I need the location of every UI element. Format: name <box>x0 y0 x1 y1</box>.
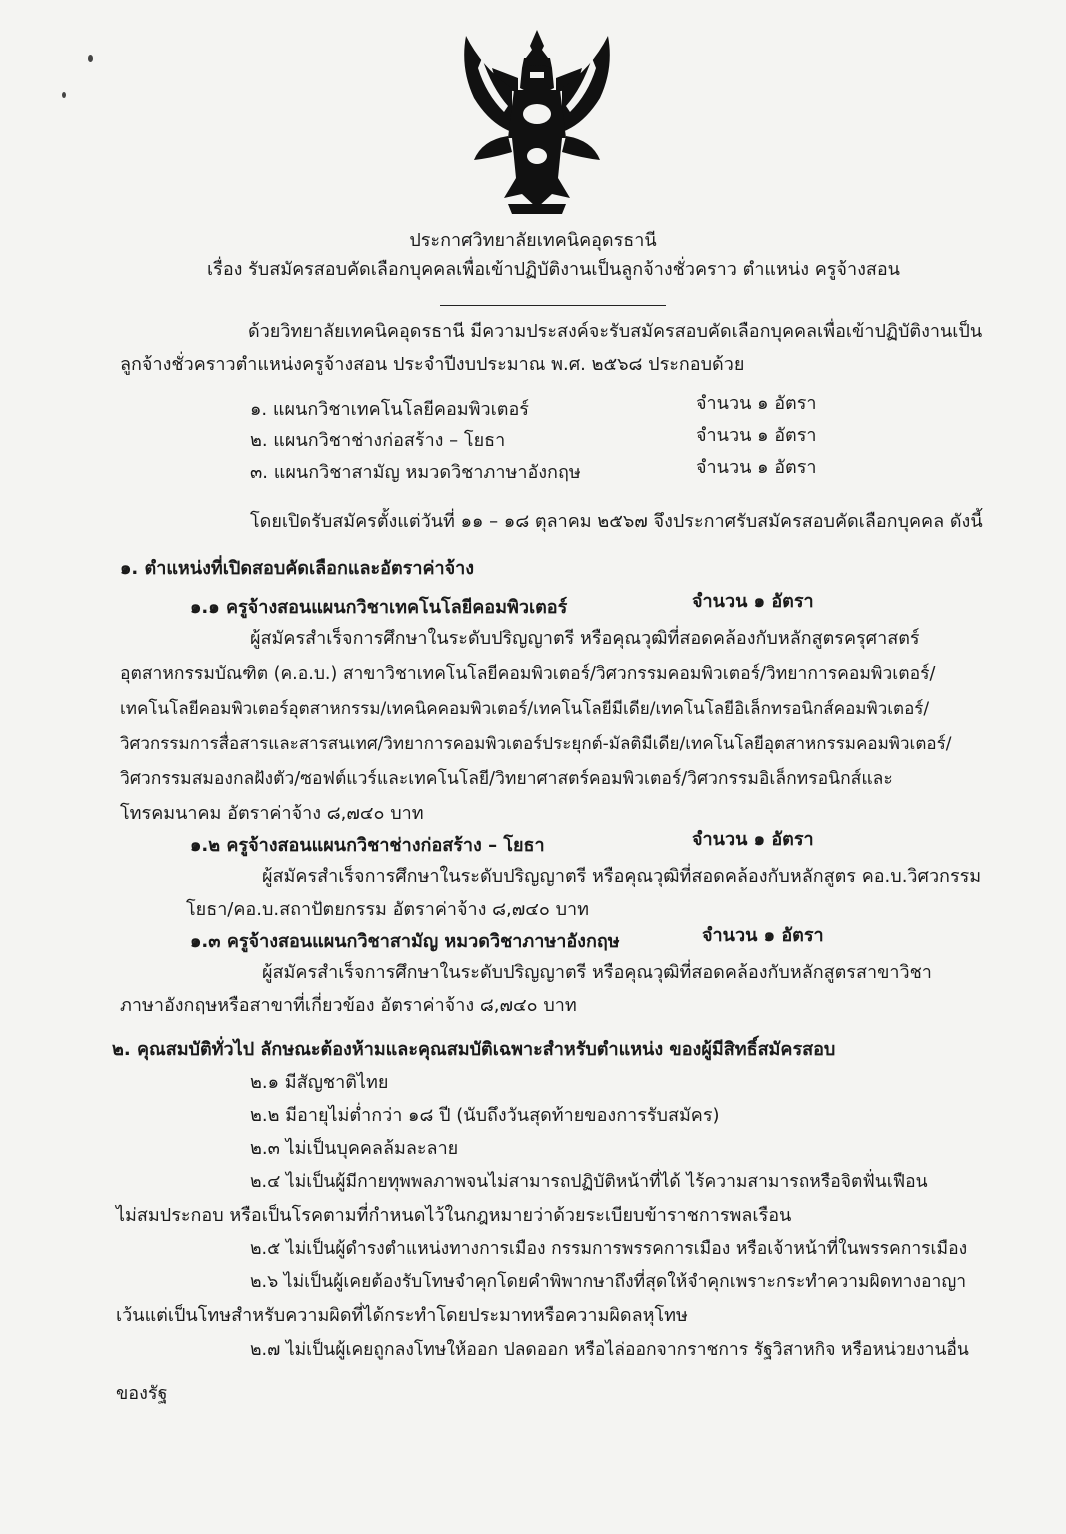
document-title: ประกาศวิทยาลัยเทคนิคอุดรธานี <box>409 230 657 251</box>
position-title: ๑.๑ ครูจ้างสอนแผนกวิชาเทคโนโลยีคอมพิวเตอร์ <box>190 597 568 618</box>
qualification-item: ไม่สมประกอบ หรือเป็นโรคตามที่กำหนดไว้ในกฎหมายว่าด้วยระเบียบข้าราชการพลเรือน <box>116 1205 792 1226</box>
vacancy-count: จำนวน ๑ อัตรา <box>696 425 817 446</box>
qualification-item: ๒.๕ ไม่เป็นผู้ดำรงตำแหน่งทางการเมือง กรรมการพรรคการเมือง หรือเจ้าหน้าที่ในพรรคการเมือง <box>250 1239 968 1259</box>
intro-paragraph: ลูกจ้างชั่วคราวตำแหน่งครูจ้างสอน ประจำปีงบประมาณ พ.ศ. ๒๕๖๘ ประกอบด้วย <box>120 354 745 375</box>
qualification-item: ๒.๖ ไม่เป็นผู้เคยต้องรับโทษจำคุกโดยคำพิพากษาถึงที่สุดให้จำคุกเพราะกระทำความผิดทางอาญา <box>250 1272 967 1292</box>
section-heading: ๑. ตำแหน่งที่เปิดสอบคัดเลือกและอัตราค่าจ้าง <box>120 558 475 579</box>
qualification-line: โยธา/คอ.บ.สถาปัตยกรรม อัตราค่าจ้าง ๘,๗๔๐ บาท <box>186 899 590 920</box>
vacancy-count: จำนวน ๑ อัตรา <box>696 393 817 414</box>
garuda-emblem-icon <box>452 28 622 216</box>
position-count: จำนวน ๑ อัตรา <box>692 829 814 850</box>
vacancy-item: ๒. แผนกวิชาช่างก่อสร้าง – โยธา <box>250 430 506 451</box>
qualification-line: อุตสาหกรรมบัณฑิต (ค.อ.บ.) สาขาวิชาเทคโนโลยีคอมพิวเตอร์/วิศวกรรมคอมพิวเตอร์/วิทยาการคอมพิวเตอร์/ <box>120 664 936 684</box>
scan-speck <box>88 55 93 62</box>
qualification-item: ๒.๗ ไม่เป็นผู้เคยถูกลงโทษให้ออก ปลดออก หรือไล่ออกจากราชการ รัฐวิสาหกิจ หรือหน่วยงานอื่น <box>250 1340 969 1360</box>
qualification-item: ๒.๓ ไม่เป็นบุคคลล้มละลาย <box>250 1138 459 1159</box>
vacancy-count: จำนวน ๑ อัตรา <box>696 457 817 478</box>
title-divider <box>440 305 666 306</box>
qualification-item: ของรัฐ <box>116 1383 168 1404</box>
qualification-item: ๒.๑ มีสัญชาติไทย <box>250 1072 389 1093</box>
position-count: จำนวน ๑ อัตรา <box>702 925 824 946</box>
document-subject: เรื่อง รับสมัครสอบคัดเลือกบุคคลเพื่อเข้าปฏิบัติงานเป็นลูกจ้างชั่วคราว ตำแหน่ง ครูจ้างสอน <box>207 259 900 280</box>
qualification-line: เทคโนโลยีคอมพิวเตอร์อุตสาหกรรม/เทคนิคคอมพิวเตอร์/เทคโนโลยีมีเดีย/เทคโนโลยีอิเล็กทรอนิกส์คอมพิวเตอร์/ <box>120 699 930 719</box>
vacancy-item: ๑. แผนกวิชาเทคโนโลยีคอมพิวเตอร์ <box>250 399 529 420</box>
section-heading: ๒. คุณสมบัติทั่วไป ลักษณะต้องห้ามและคุณสมบัติเฉพาะสำหรับตำแหน่ง ของผู้มีสิทธิ์สมัครสอบ <box>112 1039 836 1060</box>
position-title: ๑.๒ ครูจ้างสอนแผนกวิชาช่างก่อสร้าง – โยธา <box>190 835 545 856</box>
intro-paragraph: ด้วยวิทยาลัยเทคนิคอุดรธานี มีความประสงค์จะรับสมัครสอบคัดเลือกบุคคลเพื่อเข้าปฏิบัติงานเป็น <box>248 321 983 342</box>
qualification-line: วิศวกรรมสมองกลฝังตัว/ซอฟต์แวร์และเทคโนโลยี/วิทยาศาสตร์คอมพิวเตอร์/วิศวกรรมอิเล็กทรอนิกส์และ <box>120 769 893 789</box>
qualification-line: ภาษาอังกฤษหรือสาขาที่เกี่ยวข้อง อัตราค่าจ้าง ๘,๗๔๐ บาท <box>120 995 577 1016</box>
vacancy-item: ๓. แผนกวิชาสามัญ หมวดวิชาภาษาอังกฤษ <box>250 462 581 483</box>
qualification-item: ๒.๒ มีอายุไม่ต่ำกว่า ๑๘ ปี (นับถึงวันสุดท้ายของการรับสมัคร) <box>250 1105 720 1126</box>
qualification-line: ผู้สมัครสำเร็จการศึกษาในระดับปริญญาตรี หรือคุณวุฒิที่สอดคล้องกับหลักสูตร คอ.บ.วิศวกรรม <box>262 866 982 887</box>
qualification-line: โทรคมนาคม อัตราค่าจ้าง ๘,๗๔๐ บาท <box>120 803 424 824</box>
scan-speck <box>62 92 66 98</box>
qualification-line: ผู้สมัครสำเร็จการศึกษาในระดับปริญญาตรี หรือคุณวุฒิที่สอดคล้องกับหลักสูตรครุศาสตร์ <box>250 628 920 649</box>
qualification-item: ๒.๔ ไม่เป็นผู้มีกายทุพพลภาพจนไม่สามารถปฏิบัติหน้าที่ได้ ไร้ความสามารถหรือจิตฟั่นเฟือน <box>250 1172 928 1192</box>
qualification-item: เว้นแต่เป็นโทษสำหรับความผิดที่ได้กระทำโดยประมาทหรือความผิดลหุโทษ <box>116 1305 688 1326</box>
opening-statement: โดยเปิดรับสมัครตั้งแต่วันที่ ๑๑ – ๑๘ ตุลาคม ๒๕๖๗ จึงประกาศรับสมัครสอบคัดเลือกบุคคล ดังนี้ <box>250 511 983 532</box>
position-count: จำนวน ๑ อัตรา <box>692 591 814 612</box>
qualification-line: วิศวกรรมการสื่อสารและสารสนเทศ/วิทยาการคอมพิวเตอร์ประยุกต์-มัลติมีเดีย/เทคโนโลยีอุตสาหกรรมคอมพิวเตอร์/ <box>120 734 952 754</box>
qualification-line: ผู้สมัครสำเร็จการศึกษาในระดับปริญญาตรี หรือคุณวุฒิที่สอดคล้องกับหลักสูตรสาขาวิชา <box>262 962 932 983</box>
position-title: ๑.๓ ครูจ้างสอนแผนกวิชาสามัญ หมวดวิชาภาษาอังกฤษ <box>190 931 620 952</box>
